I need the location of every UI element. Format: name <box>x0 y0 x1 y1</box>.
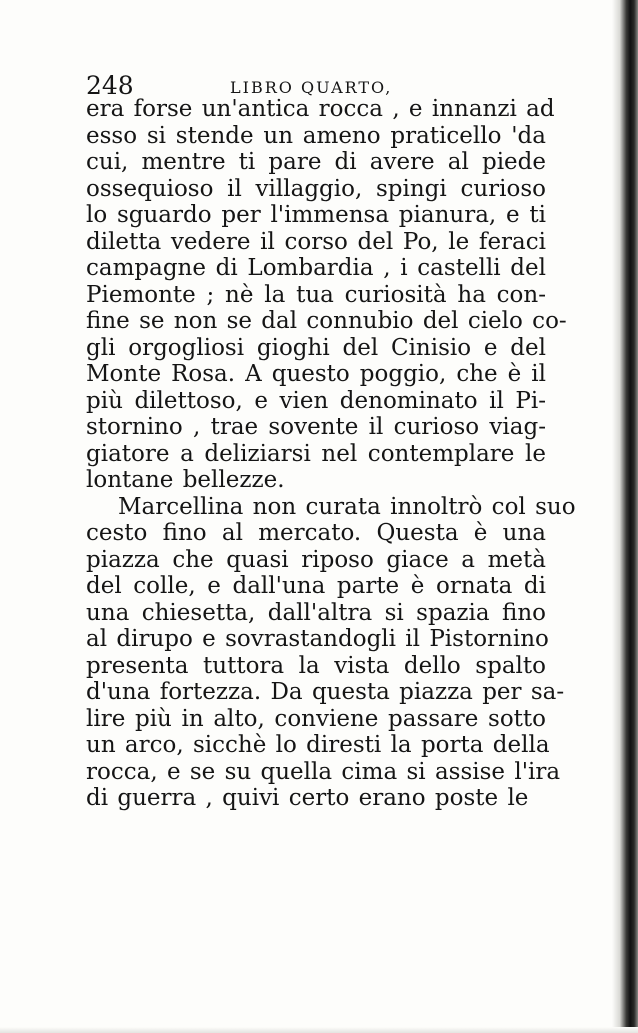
text-line: un arco, sicchè lo diresti la porta della <box>86 732 550 758</box>
text-line: rocca, e se su quella cima si assise l'ira <box>86 758 561 785</box>
body-text <box>86 96 576 812</box>
text-line: del colle, e dall'una parte è ornata di <box>86 573 546 599</box>
text-line: fine se non se dal connubio del cielo co- <box>86 308 567 334</box>
text-line: Marcellina non curata innoltrò col suo <box>118 493 576 520</box>
text-line: campagne di Lombardia , i castelli del <box>86 255 546 281</box>
text-line: al dirupo e sovrastandogli il Pistornino <box>86 626 549 652</box>
text-line: cui, mentre ti pare di avere al piede <box>86 149 546 175</box>
paragraph-2 <box>86 493 576 812</box>
text-line: giatore a deliziarsi nel contemplare le <box>86 440 546 467</box>
page-bottom-edge <box>0 1027 638 1033</box>
text-line: stornino , trae sovente il curioso viag- <box>86 414 546 440</box>
text-line: diletta vedere il corso del Po, le feraci <box>86 228 546 255</box>
page-number: 248 <box>86 71 134 100</box>
text-line: ossequioso il villaggio, spingi curioso <box>86 175 546 202</box>
text-line: d'una fortezza. Da questa piazza per sa- <box>86 679 565 705</box>
text-line: esso si stende un ameno praticello 'da <box>86 122 546 149</box>
text-line: lontane bellezze. <box>86 467 285 493</box>
page-edge-shadow <box>612 0 638 1033</box>
text-line: cesto fino al mercato. Questa è una <box>86 520 546 546</box>
text-line: Piemonte ; nè la tua curiosità ha con- <box>86 281 546 308</box>
text-line: lo sguardo per l'immensa pianura, e ti <box>86 202 546 228</box>
text-line: più dilettoso, e vien denominato il Pi- <box>86 387 546 414</box>
text-line: di guerra , quivi certo erano poste le <box>86 785 529 811</box>
text-line: Monte Rosa. A questo poggio, che è il <box>86 361 546 387</box>
text-line: lire più in alto, conviene passare sotto <box>86 705 546 732</box>
paragraph-1 <box>86 96 567 494</box>
text-line: piazza che quasi riposo giace a metà <box>86 546 546 573</box>
text-line: era forse un'antica rocca , e innanzi ad <box>86 96 555 122</box>
text-line: una chiesetta, dall'altra si spazia fino <box>86 599 546 626</box>
text-line: gli orgogliosi gioghi del Cinisio e del <box>86 334 546 361</box>
running-title: LIBRO QUARTO, <box>230 78 393 97</box>
text-line: presenta tuttora la vista dello spalto <box>86 652 546 679</box>
